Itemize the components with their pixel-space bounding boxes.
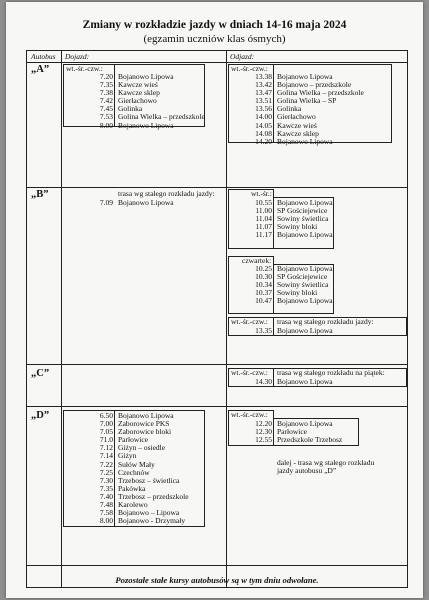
stop: Trzebosz – przedszkole bbox=[118, 491, 189, 501]
time: 11.07 bbox=[255, 222, 272, 232]
stop: Golinka bbox=[277, 104, 302, 114]
bus-c-odjazd-times bbox=[229, 378, 272, 386]
stop: Bojanowo – przedszkole bbox=[277, 80, 352, 90]
bus-b-odjazd3-note: trasa wg stałego rozkładu jazdy: bbox=[277, 317, 374, 326]
footer-note: Pozostałe stałe kursy autobusów są w tym dniu odwołane. bbox=[115, 575, 319, 585]
stop: Gierłachowo bbox=[118, 96, 157, 106]
time: 7.40 bbox=[99, 491, 113, 501]
time: 7.53 bbox=[99, 112, 113, 122]
stop: SP Gościejewice bbox=[277, 272, 328, 282]
stop: Giżyn bbox=[118, 451, 137, 461]
time: 7.12 bbox=[99, 443, 113, 453]
note-line: dalej - trasa wg stałego rozkładu bbox=[277, 458, 375, 467]
stop: Bojanowo Lipowa bbox=[118, 120, 174, 130]
stop: Czechnów bbox=[118, 467, 150, 477]
time: 7.45 bbox=[99, 104, 113, 114]
time: 12.55 bbox=[255, 435, 272, 445]
time: 11.04 bbox=[255, 214, 272, 224]
header-divider bbox=[27, 62, 407, 63]
bus-d-odjazd-stops bbox=[277, 420, 342, 444]
col-divider-autobus bbox=[61, 51, 62, 587]
time: 7.38 bbox=[99, 88, 113, 98]
stop: Kawcze sklep bbox=[277, 128, 319, 138]
stop: Bojanowo Lipowa bbox=[277, 136, 333, 146]
bus-a-dojazd-times bbox=[67, 73, 113, 130]
bus-a-odjazd-days: wt.-śr.-czw.: bbox=[231, 64, 268, 73]
time: 11.00 bbox=[255, 206, 272, 216]
time: 10.34 bbox=[255, 280, 272, 290]
time: 13.38 bbox=[255, 72, 272, 81]
header-autobus: Autobus bbox=[31, 52, 56, 61]
bus-b-label: „B” bbox=[31, 189, 49, 200]
bus-b-dojazd-note: trasa wg stałego rozkładu jazdy: bbox=[118, 189, 215, 198]
stop: Sowiny świetlica bbox=[277, 280, 329, 290]
time: 14.20 bbox=[255, 136, 272, 146]
bus-c-odjazd-days: wt.-śr.-czw.: bbox=[231, 368, 268, 377]
time: 13.56 bbox=[255, 104, 272, 114]
time: 7.22 bbox=[99, 459, 113, 469]
stop: Golina Wielka – przedszkole bbox=[118, 112, 205, 122]
time: 10.25 bbox=[255, 264, 272, 273]
stop: Bojanowo - Drzymały bbox=[118, 516, 186, 526]
stop: Kawcze sklep bbox=[118, 88, 160, 98]
stop: Bojanowo Lipowa bbox=[118, 411, 174, 420]
stop: Parłowice bbox=[118, 435, 148, 445]
stop: Golinka bbox=[118, 104, 143, 114]
schedule-sheet bbox=[6, 2, 423, 598]
bus-c-odjazd-stops bbox=[277, 378, 333, 386]
bus-b-odjazd1-times bbox=[229, 199, 272, 239]
stop: Zaborowice PKS bbox=[118, 419, 170, 429]
time: 7.35 bbox=[99, 483, 113, 493]
row-divider-a bbox=[27, 187, 407, 188]
bus-b-odjazd3-days: wt.-śr.-czw.: bbox=[231, 317, 268, 326]
time: 14.05 bbox=[255, 120, 272, 130]
stop: Bojanowo Lipowa bbox=[118, 72, 174, 81]
bus-a-odjazd-stops bbox=[277, 73, 364, 146]
bus-a-label: „A” bbox=[31, 64, 50, 75]
stop: Karolewo bbox=[118, 500, 148, 510]
time: 14.08 bbox=[255, 128, 272, 138]
bus-b-odjazd1-stops bbox=[277, 199, 333, 239]
bus-d-odjazd-note bbox=[277, 459, 374, 475]
stop: Bojanowo Lipowa bbox=[277, 419, 333, 428]
time: 7.30 bbox=[99, 475, 113, 485]
bus-b-dojazd-times bbox=[67, 199, 113, 207]
stop: Bojanowo Lipowa bbox=[277, 377, 333, 386]
stop: Golina Wielka – przedszkole bbox=[277, 88, 364, 98]
row-divider-d bbox=[27, 565, 407, 566]
stop: Gierłachowo bbox=[277, 112, 316, 122]
time: 6.50 bbox=[99, 411, 113, 420]
time: 7.00 bbox=[99, 419, 113, 429]
stop: Bojanowo Lipowa bbox=[277, 72, 333, 81]
page-subtitle: (egzamin uczniów klas ósmych) bbox=[143, 33, 286, 45]
time: 7.25 bbox=[99, 467, 113, 477]
time: 10.37 bbox=[255, 288, 272, 298]
stop: Bojanowo – Lipowa bbox=[118, 508, 180, 518]
stop: Kawcze wieś bbox=[118, 80, 158, 90]
time: 13.35 bbox=[255, 326, 272, 335]
time: 7.09 bbox=[99, 198, 113, 207]
time: 7.42 bbox=[99, 96, 113, 106]
bus-c-odjazd-note: trasa wg stałego rozkładu na piątek: bbox=[277, 368, 385, 377]
bus-b-odjazd3-stops bbox=[277, 327, 333, 335]
page-title: Zmiany w rozkładzie jazdy w dniach 14-16 maja 2024 bbox=[82, 19, 347, 31]
stop: Trzebosz – świetlica bbox=[118, 475, 180, 485]
time: 71.0 bbox=[99, 435, 113, 445]
time: 14.00 bbox=[255, 112, 272, 122]
time: 12.20 bbox=[255, 419, 272, 428]
bus-d-odjazd-days: wt.-śr.-czw.: bbox=[231, 410, 268, 419]
time: 10.30 bbox=[255, 272, 272, 282]
time: 7.14 bbox=[99, 451, 113, 461]
bus-b-odjazd1-days: wt.-śr.: bbox=[251, 189, 272, 198]
schedule-table bbox=[26, 50, 408, 588]
stop: Sowiny bloki bbox=[277, 288, 318, 298]
stop: Bojanowo Lipowa bbox=[118, 198, 174, 207]
header-odjazd: Odjazd: bbox=[230, 52, 255, 61]
stop: Kawcze wieś bbox=[277, 120, 317, 130]
time: 7.35 bbox=[99, 80, 113, 90]
time: 13.51 bbox=[255, 96, 272, 106]
stop: SP Gościejewice bbox=[277, 206, 328, 216]
bus-b-odjazd2-stops bbox=[277, 265, 333, 305]
stop: Bojanowo Lipowa bbox=[277, 296, 333, 306]
time: 13.47 bbox=[255, 88, 272, 98]
stop: Sowiny świetlica bbox=[277, 214, 329, 224]
bus-b-odjazd3-times bbox=[229, 327, 272, 335]
stop: Przedszkole Trzebosz bbox=[277, 435, 343, 445]
stop: Bojanowo Lipowa bbox=[277, 198, 333, 207]
bus-b-odjazd2-times bbox=[229, 265, 272, 305]
time: 7.05 bbox=[99, 427, 113, 437]
stop: Parłowice bbox=[277, 427, 307, 437]
bus-b-odjazd2-days: czwartek: bbox=[242, 256, 272, 265]
stop: Sowiny bloki bbox=[277, 222, 318, 232]
time: 11.17 bbox=[255, 230, 272, 240]
bus-a-dojazd-days: wt.-śr.-czw.: bbox=[66, 64, 103, 73]
stop: Zaborowice bloki bbox=[118, 427, 172, 437]
time: 7.48 bbox=[99, 500, 113, 510]
stop: Pakówka bbox=[118, 483, 146, 493]
time: 8.00 bbox=[99, 516, 113, 526]
stop: Bojanowo Lipowa bbox=[277, 326, 333, 335]
bus-d-odjazd-times bbox=[229, 420, 272, 444]
note-line: jazdy autobusu „D” bbox=[277, 466, 337, 476]
stop: Bojanowo Lipowa bbox=[277, 264, 333, 273]
bus-a-dojazd-stops bbox=[118, 73, 205, 130]
stop: Giżyn – osiedle bbox=[118, 443, 166, 453]
time: 7.58 bbox=[99, 508, 113, 518]
stop: Sułów Mały bbox=[118, 459, 155, 469]
time: 14.30 bbox=[255, 377, 272, 386]
bus-b-dojazd-stops bbox=[118, 199, 174, 207]
time: 12.30 bbox=[255, 427, 272, 437]
time: 10.47 bbox=[255, 296, 272, 306]
header-dojazd: Dojazd: bbox=[65, 52, 90, 61]
bus-d-dojazd-stops bbox=[118, 412, 189, 525]
stop: Golina Wielka – SP bbox=[277, 96, 337, 106]
time: 13.42 bbox=[255, 80, 272, 90]
time: 7.20 bbox=[99, 72, 113, 81]
row-divider-c bbox=[27, 406, 407, 407]
bus-c-label: „C” bbox=[31, 368, 50, 379]
time: 8.00 bbox=[99, 120, 113, 130]
time: 10.55 bbox=[255, 198, 272, 207]
bus-d-label: „D” bbox=[31, 410, 50, 421]
bus-a-odjazd-times bbox=[229, 73, 272, 146]
bus-d-dojazd-times bbox=[67, 412, 113, 525]
row-divider-b bbox=[27, 364, 407, 365]
col-divider-dojazd bbox=[226, 51, 227, 587]
stop: Bojanowo Lipowa bbox=[277, 230, 333, 240]
